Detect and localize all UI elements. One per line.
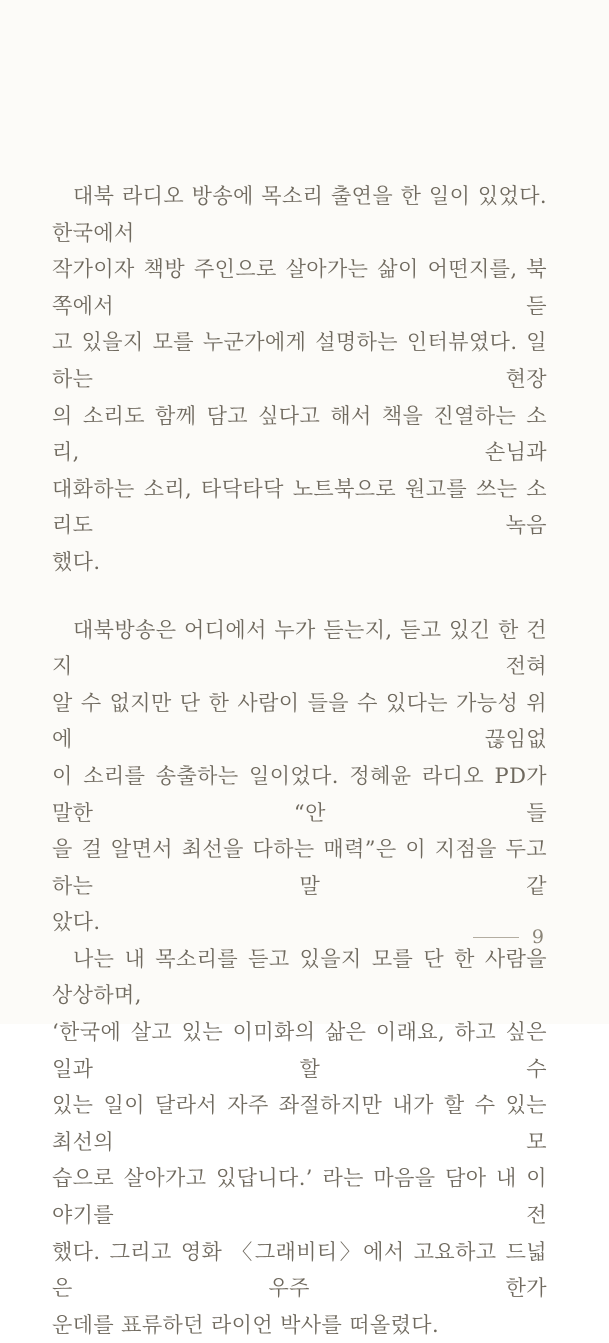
text-line: 했다. 그리고 영화 〈그래비티〉에서 고요하고 드넓은 우주 한가 [52, 1239, 547, 1301]
text-line: ‘한국에 살고 있는 이미화의 삶은 이래요, 하고 싶은 일과 할 수 [52, 1020, 547, 1081]
text-line: 았다. [52, 910, 101, 935]
text-line: 습으로 살아가고 있답니다.’ 라는 마음을 담아 내 이야기를 전 [52, 1166, 547, 1228]
text-line: 을 걸 알면서 최선을 다하는 매력”은 이 지점을 두고 하는 말 같 [52, 837, 547, 898]
page-number: 9 [531, 926, 544, 948]
text-line: 했다. [52, 549, 101, 574]
page-footer [473, 926, 544, 948]
text-line: 고 있을지 모를 누군가에게 설명하는 인터뷰였다. 일하는 현장 [52, 330, 547, 391]
text-line: 있는 일이 달라서 자주 좌절하지만 내가 할 수 있는 최선의 모 [52, 1093, 547, 1154]
paragraph [52, 612, 547, 941]
text-line: 운데를 표류하던 라이언 박사를 떠올렸다. [52, 1312, 440, 1337]
text-line: 대북방송은 어디에서 누가 듣는지, 듣고 있긴 한 건지 전혀 [52, 617, 547, 679]
paragraph [52, 941, 547, 1343]
text-line: 의 소리도 함께 담고 싶다고 해서 책을 진열하는 소리, 손님과 [52, 403, 547, 465]
page-body [52, 178, 547, 1343]
text-line: 대북 라디오 방송에 목소리 출연을 한 일이 있었다. 한국에서 [52, 184, 547, 245]
text-line: 알 수 없지만 단 한 사람이 들을 수 있다는 가능성 위에 끊임없 [52, 690, 547, 752]
text-line: 이 소리를 송출하는 일이었다. 정혜윤 라디오 PD가 말한 “안 들 [52, 763, 547, 825]
footer-rule [473, 937, 519, 938]
paragraph [52, 178, 547, 581]
text-line: 작가이자 책방 주인으로 살아가는 삶이 어떤지를, 북쪽에서 듣 [52, 257, 547, 318]
text-line: 나는 내 목소리를 듣고 있을지 모를 단 한 사람을 상상하며, [52, 946, 547, 1008]
text-line: 대화하는 소리, 타닥타닥 노트북으로 원고를 쓰는 소리도 녹음 [52, 476, 547, 538]
